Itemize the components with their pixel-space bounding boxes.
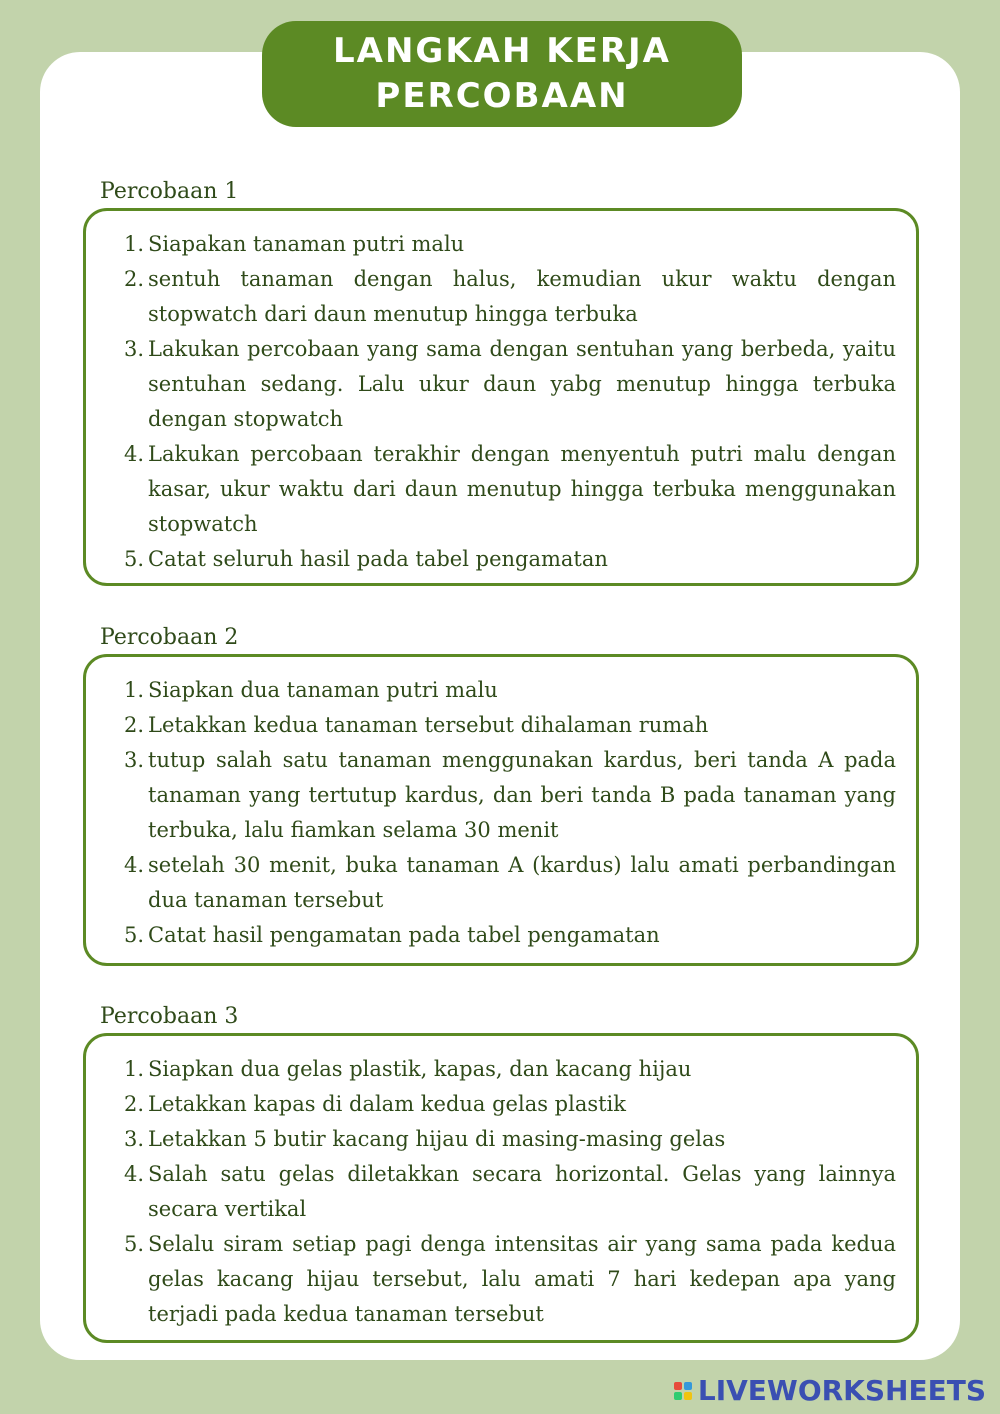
step-text: tutup salah satu tanaman menggunakan kardus, beri tanda A pada tanaman yang tertutup kardus, dan beri tanda B pada tanaman yang terbuka, lalu fiamkan selama 30 menit [148, 748, 896, 842]
step-text: Selalu siram setiap pagi denga intensitas air yang sama pada kedua gelas kacang hijau tersebut, lalu amati 7 hari kedepan apa yang terjadi pada kedua tanaman tersebut [148, 1232, 896, 1326]
page-title-line-1: LANGKAH KERJA [332, 31, 671, 71]
section-3-label: Percobaan 3 [100, 1004, 239, 1029]
step-text: Siapkan dua gelas plastik, kapas, dan kacang hijau [148, 1057, 692, 1081]
list-item [124, 332, 896, 437]
step-text: Letakkan kedua tanaman tersebut dihalaman rumah [148, 713, 709, 737]
list-item [124, 262, 896, 332]
list-item [124, 673, 896, 708]
liveworksheets-logo[interactable] [674, 1374, 986, 1407]
step-text: Salah satu gelas diletakkan secara horizontal. Gelas yang lainnya secara vertikal [148, 1162, 896, 1221]
step-number: 3. [124, 337, 145, 361]
section-1-box [83, 208, 919, 586]
list-item [124, 708, 896, 743]
list-item [124, 918, 896, 953]
step-number: 5. [124, 547, 145, 571]
section-2-box [83, 654, 919, 966]
page-title-line-2: PERCOBAAN [375, 76, 629, 116]
step-number: 3. [124, 748, 145, 772]
step-text: Letakkan 5 butir kacang hijau di masing-masing gelas [148, 1127, 726, 1151]
step-number: 1. [124, 1057, 145, 1081]
step-number: 1. [124, 232, 145, 256]
liveworksheets-icon [674, 1382, 692, 1400]
step-text: Lakukan percobaan yang sama dengan sentuhan yang berbeda, yaitu sentuhan sedang. Lalu ukur daun yabg menutup hingga terbuka dengan stopwatch [148, 337, 896, 431]
step-number: 4. [124, 1162, 145, 1186]
step-text: sentuh tanaman dengan halus, kemudian ukur waktu dengan stopwatch dari daun menutup hingga terbuka [148, 267, 896, 326]
list-item [124, 437, 896, 542]
section-3-steps [124, 1052, 896, 1332]
step-number: 2. [124, 713, 145, 737]
step-text: Lakukan percobaan terakhir dengan menyentuh putri malu dengan kasar, ukur waktu dari daun menutup hingga terbuka menggunakan stopwatch [148, 442, 896, 536]
step-text: Catat seluruh hasil pada tabel pengamatan [148, 547, 608, 571]
step-number: 2. [124, 267, 145, 291]
step-number: 4. [124, 442, 145, 466]
page-title [262, 21, 742, 127]
step-text: Letakkan kapas di dalam kedua gelas plastik [148, 1092, 626, 1116]
section-2-label: Percobaan 2 [100, 625, 239, 650]
list-item [124, 542, 896, 577]
step-text: setelah 30 menit, buka tanaman A (kardus) lalu amati perbandingan dua tanaman tersebut [148, 853, 896, 912]
step-number: 4. [124, 853, 145, 877]
section-2-steps [124, 673, 896, 953]
step-text: Siapkan dua tanaman putri malu [148, 678, 498, 702]
section-3-box [83, 1033, 919, 1343]
list-item [124, 1227, 896, 1332]
list-item [124, 848, 896, 918]
step-number: 5. [124, 1232, 145, 1256]
step-number: 3. [124, 1127, 145, 1151]
step-number: 1. [124, 678, 145, 702]
step-text: Catat hasil pengamatan pada tabel pengamatan [148, 923, 660, 947]
list-item [124, 227, 896, 262]
list-item [124, 1052, 896, 1087]
list-item [124, 743, 896, 848]
section-1-label: Percobaan 1 [100, 179, 239, 204]
step-text: Siapakan tanaman putri malu [148, 232, 465, 256]
brand-name: LIVEWORKSHEETS [697, 1374, 986, 1407]
step-number: 5. [124, 923, 145, 947]
list-item [124, 1157, 896, 1227]
section-1-steps [124, 227, 896, 577]
list-item [124, 1087, 896, 1122]
list-item [124, 1122, 896, 1157]
step-number: 2. [124, 1092, 145, 1116]
